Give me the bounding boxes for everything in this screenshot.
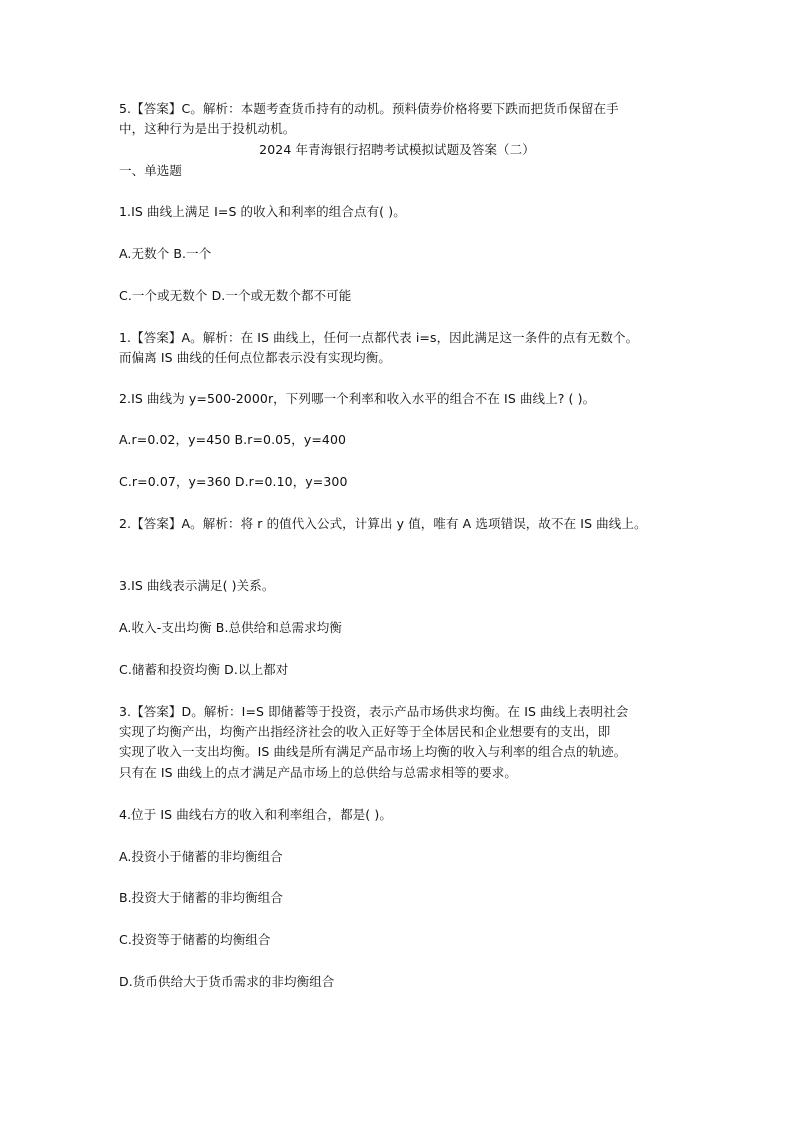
question-3-options-ab: A.收入-支出均衡 B.总供给和总需求均衡	[119, 620, 342, 635]
question-4-option-d: D.货币供给大于货币需求的非均衡组合	[119, 974, 335, 989]
answer-2: 2.【答案】A。解析：将 r 的值代入公式，计算出 y 值，唯有 A 选项错误，故不在 IS 曲线上。	[119, 516, 647, 531]
answer-1-line-2: 而偏离 IS 曲线的任何点位都表示没有实现均衡。	[119, 350, 391, 365]
answer-3-line-1: 3.【答案】D。解析：I=S 即储蓄等于投资，表示产品市场供求均衡。在 IS 曲线上表明社会	[119, 704, 629, 719]
document-title: 2024 年青海银行招聘考试模拟试题及答案（二）	[259, 142, 535, 157]
question-4-option-a: A.投资小于储蓄的非均衡组合	[119, 849, 283, 864]
question-2-options-ab: A.r=0.02，y=450 B.r=0.05，y=400	[119, 432, 347, 447]
section-heading: 一、单选题	[119, 163, 183, 178]
question-3: 3.IS 曲线表示满足( )关系。	[119, 578, 275, 593]
question-2-options-cd: C.r=0.07，y=360 D.r=0.10，y=300	[119, 474, 348, 489]
question-4: 4.位于 IS 曲线右方的收入和利率组合，都是( )。	[119, 807, 392, 822]
question-1-options-cd: C.一个或无数个 D.一个或无数个都不可能	[119, 288, 352, 303]
question-1: 1.IS 曲线上满足 I=S 的收入和利率的组合点有( )。	[119, 204, 406, 219]
answer-5-line-2: 中，这种行为是出于投机动机。	[119, 121, 296, 136]
answer-3-line-4: 只有在 IS 曲线上的点才满足产品市场上的总供给与总需求相等的要求。	[119, 765, 517, 780]
answer-5-line-1: 5.【答案】C。解析：本题考查货币持有的动机。预料债券价格将要下跌而把货币保留在手	[119, 101, 619, 116]
question-3-options-cd: C.储蓄和投资均衡 D.以上都对	[119, 662, 289, 677]
answer-1-line-1: 1.【答案】A。解析：在 IS 曲线上，任何一点都代表 i=s，因此满足这一条件的点有无数个。	[119, 330, 639, 345]
question-4-option-b: B.投资大于储蓄的非均衡组合	[119, 890, 283, 905]
question-4-option-c: C.投资等于储蓄的均衡组合	[119, 932, 271, 947]
answer-3-line-2: 实现了均衡产出，均衡产出指经济社会的收入正好等于全体居民和企业想要有的支出，即	[119, 724, 611, 739]
question-1-options-ab: A.无数个 B.一个	[119, 246, 212, 261]
answer-3-line-3: 实现了收入一支出均衡。IS 曲线是所有满足产品市场上均衡的收入与利率的组合点的轨迹。	[119, 744, 627, 759]
question-2: 2.IS 曲线为 y=500-2000r，下列哪一个利率和收入水平的组合不在 IS 曲线上? ( )。	[119, 391, 596, 406]
